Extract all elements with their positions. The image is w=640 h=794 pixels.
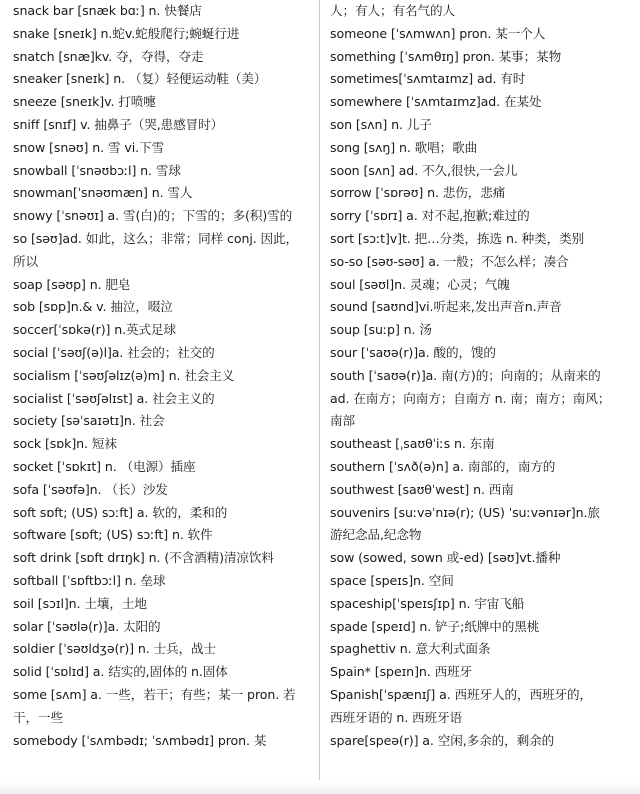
vocabulary-entry — [13, 274, 313, 297]
entry-text: social [ˈsəʊʃ(ə)l]a. 社会的；社交的 — [13, 344, 215, 360]
vocabulary-entry — [330, 456, 635, 479]
vocabulary-entry — [330, 479, 635, 502]
vocabulary-entry — [13, 456, 313, 479]
vocabulary-entry — [13, 205, 313, 228]
vocabulary-entry — [13, 410, 313, 433]
entry-text: spaceship[ˈspeɪsʃɪp] n. 宇宙飞船 — [330, 595, 525, 611]
entry-text: souvenirs [suːvəˈnɪə(r); (US) ˈsuːvənɪər]n.旅 — [330, 504, 600, 520]
vocabulary-entry — [13, 593, 313, 616]
vocabulary-entry — [13, 296, 313, 319]
vocabulary-entry — [13, 388, 313, 411]
entry-text: someone [ˈsʌmwʌn] pron. 某一个人 — [330, 25, 546, 41]
entry-text: somebody [ˈsʌmbədɪ; ˈsʌmbədɪ] pron. 某 — [13, 732, 267, 748]
vocabulary-entry — [13, 114, 313, 137]
vocabulary-entry — [330, 342, 635, 365]
entry-text: spade [speɪd] n. 铲子;纸牌中的黑桃 — [330, 618, 540, 634]
vocabulary-entry — [13, 182, 313, 205]
entry-text: southern [ˈsʌð(ə)n] a. 南部的，南方的 — [330, 458, 556, 474]
vocabulary-entry — [13, 661, 313, 684]
vocabulary-entry — [13, 524, 313, 547]
entry-text-continued: ad. 在南方；向南方；自南方 n. 南；南方；南风； — [330, 390, 611, 406]
vocabulary-entry — [330, 616, 635, 639]
vocabulary-entry — [330, 296, 635, 319]
entry-text: society [səˈsaɪətɪ]n. 社会 — [13, 413, 165, 429]
entry-text: sort [sɔːt]v]t. 把…分类，拣选 n. 种类，类别 — [330, 230, 585, 246]
entry-text: 人；有人；有名气的人 — [330, 3, 455, 18]
entry-text: sniff [snɪf] v. 抽鼻子（哭,患感冒时） — [13, 116, 224, 132]
vocabulary-entry — [13, 684, 313, 730]
entry-text: snowman[ˈsnəʊmæn] n. 雪人 — [13, 185, 193, 201]
entry-text: sorrow [ˈsɒrəʊ] n. 悲伤，悲痛 — [330, 185, 506, 201]
entry-text: socialism [ˈsəʊʃəlɪz(ə)m] n. 社会主义 — [13, 367, 235, 383]
vocabulary-entry — [13, 0, 313, 23]
vocabulary-entry — [13, 433, 313, 456]
vocabulary-entry — [330, 68, 635, 91]
vocabulary-entry — [13, 46, 313, 69]
entry-text: sneeze [sneɪk]v. 打喷嚏 — [13, 94, 156, 110]
entry-text: sound [saʊnd]vi.听起来,发出声音n.声音 — [330, 299, 562, 315]
vocabulary-entry — [330, 684, 635, 730]
vocabulary-entry — [13, 23, 313, 46]
entry-text: soldier [ˈsəʊldʒə(r)] n. 士兵，战士 — [13, 641, 217, 657]
entry-text-continued: 游纪念品,纪念物 — [330, 527, 422, 543]
vocabulary-entry — [330, 638, 635, 661]
vocabulary-entry — [13, 160, 313, 183]
entry-text: spare[speə(r)] a. 空闲,多余的，剩余的 — [330, 732, 555, 748]
entry-text: soil [sɔɪl]n. 土壤，土地 — [13, 595, 147, 611]
entry-text: son [sʌn] n. 儿子 — [330, 116, 432, 132]
entry-text: sometimes[ˈsʌmtaɪmz] ad. 有时 — [330, 71, 526, 87]
entry-text: soap [səʊp] n. 肥皂 — [13, 276, 131, 292]
entry-text: sneaker [sneɪk] n. （复）轻便运动鞋（美） — [13, 71, 267, 87]
entry-text: somewhere [ˈsʌmtaɪmz]ad. 在某处 — [330, 94, 542, 110]
entry-text: soccer[ˈsɒkə(r)] n.英式足球 — [13, 322, 176, 338]
vocabulary-entry — [13, 137, 313, 160]
entry-text: soft sɒft; (US) sɔːft] a. 软的，柔和的 — [13, 504, 228, 520]
entry-text: solid [ˈsɒlɪd] a. 结实的,固体的 n.固体 — [13, 664, 228, 680]
vocabulary-entry — [13, 570, 313, 593]
entry-text: so [səʊ]ad. 如此，这么；非常；同样 conj. 因此， — [13, 230, 299, 246]
entry-text: softball [ˈsɒftbɔːl] n. 垒球 — [13, 572, 166, 588]
vocabulary-entry — [330, 46, 635, 69]
entry-text: solar [ˈsəʊlə(r)]a. 太阳的 — [13, 618, 161, 634]
page-bottom-edge — [0, 782, 640, 794]
vocabulary-entry — [13, 502, 313, 525]
entry-text: soon [sʌn] ad. 不久,很快,一会儿 — [330, 162, 518, 178]
vocabulary-entry — [330, 365, 635, 433]
vocabulary-entry — [330, 251, 635, 274]
vocabulary-entry — [330, 593, 635, 616]
entry-text: soul [səʊl]n. 灵魂；心灵；气魄 — [330, 276, 510, 292]
vocabulary-entry — [13, 342, 313, 365]
vocabulary-entry — [13, 91, 313, 114]
entry-text: socket [ˈsɒkɪt] n. （电源）插座 — [13, 458, 196, 474]
vocabulary-entry — [330, 228, 635, 251]
entry-text: southwest [saʊθˈwest] n. 西南 — [330, 481, 514, 497]
vocabulary-entry — [13, 365, 313, 388]
vocabulary-entry — [330, 570, 635, 593]
vocabulary-entry — [330, 182, 635, 205]
entry-text: spaghettiv n. 意大利式面条 — [330, 641, 491, 657]
vocabulary-entry — [330, 160, 635, 183]
vocabulary-entry — [330, 661, 635, 684]
vocabulary-entry — [330, 502, 635, 548]
entry-text-continued: 南部 — [330, 413, 355, 429]
vocabulary-entry — [13, 547, 313, 570]
entry-text: snatch [snæ]kv. 夺，夺得，夺走 — [13, 48, 204, 64]
vocabulary-entry — [13, 730, 313, 753]
entry-text: sorry [ˈsɒrɪ] a. 对不起,抱歉;难过的 — [330, 208, 530, 224]
vocabulary-entry — [13, 319, 313, 342]
entry-text: space [speɪs]n. 空间 — [330, 572, 454, 588]
entry-text: sock [sɒk]n. 短袜 — [13, 436, 117, 452]
entry-text: Spain* [speɪn]n. 西班牙 — [330, 664, 473, 680]
entry-text: sow (sowed, sown 或-ed) [səʊ]vt.播种 — [330, 550, 561, 566]
vocabulary-entry — [330, 0, 635, 23]
entry-text-continued: 西班牙语的 n. 西班牙语 — [330, 709, 463, 725]
entry-text: so-so [səʊ-səʊ] a. 一般；不怎么样；凑合 — [330, 253, 569, 269]
entry-text: snake [sneɪk] n.蛇v.蛇般爬行;蜿蜒行进 — [13, 25, 240, 41]
entry-text: snow [snəʊ] n. 雪 vi.下雪 — [13, 139, 164, 155]
left-column — [13, 0, 313, 752]
vocabulary-entry — [330, 547, 635, 570]
vocabulary-entry — [330, 730, 635, 753]
entry-text: software [sɒft; (US) sɔːft] n. 软件 — [13, 527, 213, 543]
vocabulary-entry — [330, 23, 635, 46]
entry-text-continued: 干，一些 — [13, 709, 63, 725]
entry-text: south [ˈsaʊə(r)]a. 南(方)的；向南的；从南来的 — [330, 367, 601, 383]
vocabulary-entry — [13, 616, 313, 639]
vocabulary-entry — [13, 479, 313, 502]
vocabulary-entry — [13, 638, 313, 661]
entry-text: sob [sɒp]n.& v. 抽泣，啜泣 — [13, 299, 173, 315]
entry-text: some [sʌm] a. 一些，若干；有些；某一 pron. 若 — [13, 686, 296, 702]
vocabulary-entry — [330, 274, 635, 297]
entry-text: sour [ˈsaʊə(r)]a. 酸的，馊的 — [330, 344, 496, 360]
vocabulary-entry — [13, 68, 313, 91]
vocabulary-entry — [330, 114, 635, 137]
entry-text: something [ˈsʌmθɪŋ] pron. 某事；某物 — [330, 48, 562, 64]
entry-text: soup [suːp] n. 汤 — [330, 322, 432, 338]
entry-text-continued: 所以 — [13, 253, 38, 269]
entry-text: Spanish[ˈspænɪʃ] a. 西班牙人的，西班牙的， — [330, 686, 592, 702]
entry-text: southeast [ˌsaʊθˈiːs n. 东南 — [330, 436, 495, 452]
vocabulary-entry — [330, 137, 635, 160]
vocabulary-entry — [330, 433, 635, 456]
entry-text: soft drink [sɒft drɪŋk] n. (不含酒精)清凉饮料 — [13, 550, 274, 566]
vocabulary-entry — [330, 205, 635, 228]
vocabulary-entry — [13, 228, 313, 274]
entry-text: sofa [ˈsəʊfə]n. （长）沙发 — [13, 481, 168, 497]
entry-text: song [sʌŋ] n. 歌唱；歌曲 — [330, 139, 478, 155]
vocabulary-entry — [330, 91, 635, 114]
vocabulary-entry — [330, 319, 635, 342]
entry-text: socialist [ˈsəʊʃəlɪst] a. 社会主义的 — [13, 390, 215, 406]
entry-text: snowy [ˈsnəʊɪ] a. 雪(白)的；下雪的；多(积)雪的 — [13, 208, 293, 224]
entry-text: snack bar [snæk bɑː] n. 快餐店 — [13, 3, 202, 18]
column-divider — [319, 0, 320, 780]
entry-text: snowball [ˈsnəʊbɔːl] n. 雪球 — [13, 162, 181, 178]
right-column — [330, 0, 635, 752]
